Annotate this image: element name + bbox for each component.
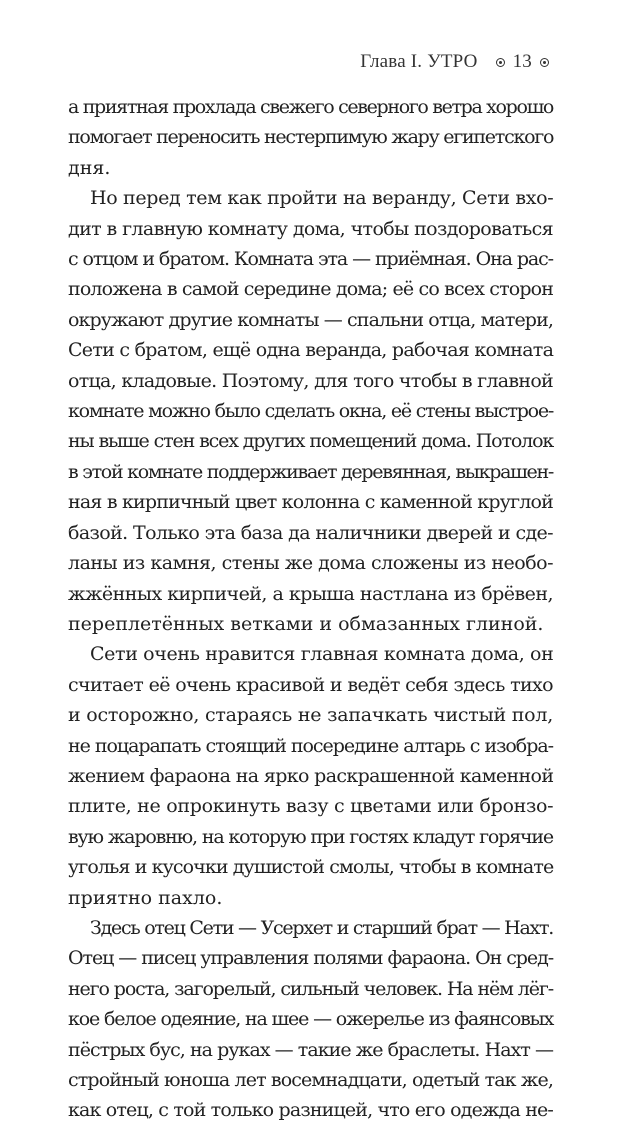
ornament-left-icon	[496, 58, 505, 67]
text-line: Отец — писец управления полями фараона. Он сред-	[68, 947, 554, 970]
paragraph	[68, 639, 553, 913]
chapter-title: Глава I. УТРО	[360, 51, 478, 72]
body-text	[68, 92, 553, 1126]
text-line: приятно пахло.	[68, 886, 223, 909]
text-line: считает её очень красивой и ведёт себя здесь тихо	[68, 673, 553, 696]
text-line: ланы из камня, стены же дома сложены из необо-	[68, 552, 553, 575]
text-line: как отец, с той только разницей, что его одежда не-	[68, 1099, 553, 1122]
text-line: не поцарапать стоящий посередине алтарь с изобра-	[68, 734, 553, 757]
text-line: Сети очень нравится главная комната дома, он	[90, 643, 554, 666]
text-line: Но перед тем как пройти на веранду, Сети вхо-	[90, 187, 554, 210]
page-number: 13	[512, 51, 532, 72]
text-line: положена в самой середине дома; её со всех сторон	[68, 278, 554, 301]
text-line: а приятная прохлада свежего северного ветра хорошо	[68, 96, 553, 118]
text-line: уголья и кусочки душистой смолы, чтобы в комнате	[68, 856, 554, 879]
text-line: Здесь отец Сети — Усерхет и старший брат — Нахт.	[90, 916, 553, 939]
text-line: жением фараона на ярко раскрашенной каменной	[68, 764, 554, 787]
text-line: и осторожно, стараясь не запачкать чистый пол,	[68, 704, 553, 727]
paragraph	[68, 183, 553, 639]
text-line: помогает переносить нестерпимую жару египетского	[68, 126, 554, 149]
text-line: стройный юноша лет восемнадцати, одетый так же,	[68, 1069, 553, 1091]
text-line: ная в кирпичный цвет колонна с каменной круглой	[68, 491, 553, 514]
text-line: кое белое одеяние, на шее — ожерелье из фаянсовых	[68, 1008, 554, 1031]
text-line: комнате можно было сделать окна, её стены выстрое-	[68, 400, 554, 423]
text-line: окружают другие комнаты — спальни отца, матери,	[68, 308, 553, 331]
text-line: Сети с братом, ещё одна веранда, рабочая комната	[68, 339, 554, 362]
running-header	[360, 50, 553, 74]
text-line: плите, не опрокинуть вазу с цветами или бронзо-	[68, 795, 554, 818]
text-line: дня.	[68, 156, 111, 179]
text-line: вую жаровню, на которую при гостях кладут горячие	[68, 825, 553, 848]
text-line: переплетённых ветками и обмазанных глиной.	[68, 612, 544, 635]
paragraph	[68, 92, 553, 183]
paragraph	[68, 913, 553, 1126]
text-line: жжённых кирпичей, а крыша настлана из брёвен,	[68, 582, 553, 605]
text-line: него роста, загорелый, сильный человек. На нём лёг-	[68, 977, 553, 1000]
text-line: отца, кладовые. Поэтому, для того чтобы в главной	[68, 369, 553, 392]
text-line: базой. Только эта база да наличники дверей и сде-	[68, 521, 553, 544]
ornament-right-icon	[540, 58, 549, 67]
text-line: ны выше стен всех других помещений дома. Потолок	[68, 430, 554, 453]
text-line: в этой комнате поддерживает деревянная, выкрашен-	[68, 460, 553, 483]
text-line: дит в главную комнату дома, чтобы поздороваться	[68, 217, 554, 240]
text-line: с отцом и братом. Комната эта — приёмная. Она рас-	[68, 248, 553, 271]
text-line: пёстрых бус, на руках — такие же браслеты. Нахт —	[68, 1038, 553, 1061]
